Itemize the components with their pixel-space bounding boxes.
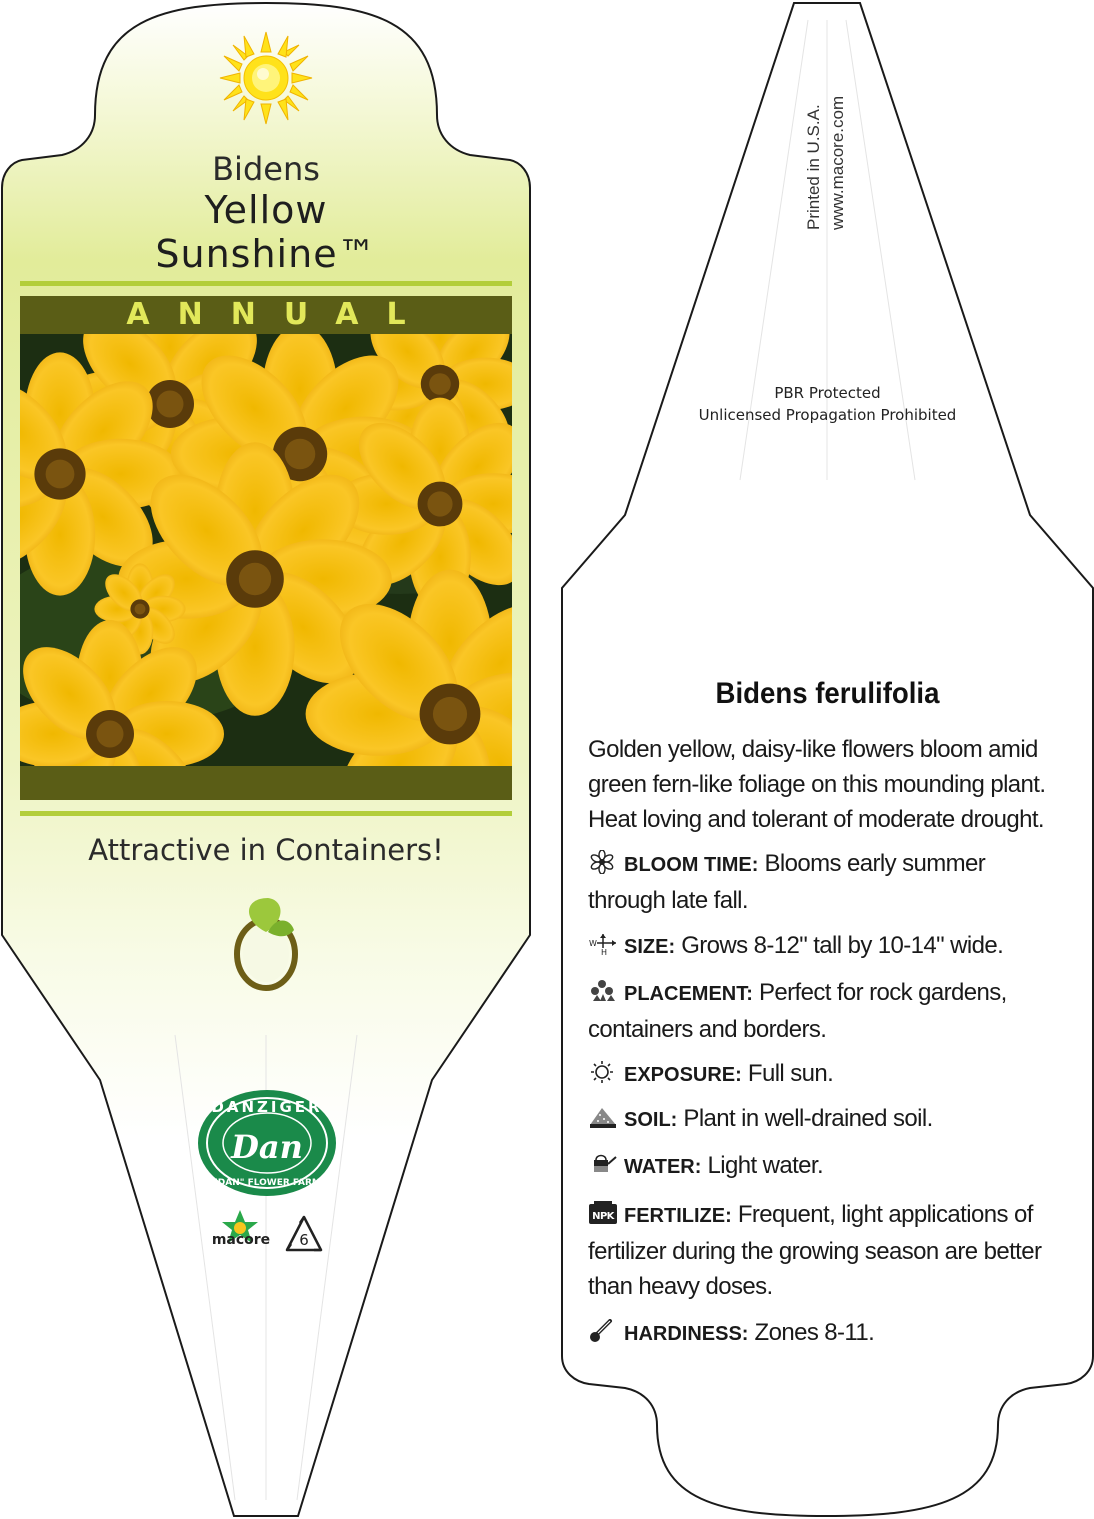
care-label: FERTILIZE: [624,1205,732,1227]
care-fertilize [588,1197,1068,1304]
care-soil [588,1101,1068,1138]
recycle-code: 6 [299,1231,309,1249]
printer-url: www.macore.com [828,95,847,230]
svg-text:NPK: NPK [592,1211,614,1222]
care-label: SIZE: [624,936,676,958]
divider-line [20,281,512,286]
photo-bottom-band [20,766,512,800]
care-text: Full sun. [741,1060,834,1087]
macore-wordmark: macore [211,1232,271,1248]
cultivar-name-line-1: Yellow [204,188,328,232]
printed-in-label: Printed in U.S.A. [804,104,823,230]
species-name: Bidens ferulifolia [715,677,940,710]
sun-icon [588,1060,618,1084]
care-text: Frequent, light applications of fertilizer during the growing season are better than heavy doses. [588,1201,1042,1300]
size-arrows-icon [588,932,618,956]
care-hardiness [588,1315,1068,1352]
danziger-top-text: DANZIGER [211,1098,323,1116]
recycle-icon [284,1214,324,1256]
pbr-notice: PBR Protected [774,384,881,402]
care-text: Zones 8-11. [748,1319,875,1346]
care-label: WATER: [624,1156,702,1178]
care-bloom-time [588,846,1068,918]
placement-icon [588,979,618,1003]
danziger-mark: Dan [231,1128,303,1166]
svg-text:W: W [589,939,597,948]
leaf-logo-icon [228,892,304,994]
tagline: Attractive in Containers! [88,833,444,867]
plant-genus: Bidens [212,150,320,188]
care-water [588,1148,1068,1185]
cultivar-name-line-2: Sunshine™ [155,232,377,276]
care-label: HARDINESS: [624,1323,749,1345]
flower-photo [20,334,512,766]
care-exposure [588,1056,1068,1093]
svg-text:H: H [601,948,607,956]
care-label: PLACEMENT: [624,983,753,1005]
watering-can-icon [588,1152,618,1176]
care-label: BLOOM TIME: [624,854,759,876]
care-label: SOIL: [624,1109,678,1131]
npk-icon [588,1201,618,1225]
plant-description: Golden yellow, daisy-like flowers bloom amid green fern-like foliage on this mounding plant. Heat loving and tolerant of moderate drought. [588,736,1046,833]
propagation-notice: Unlicensed Propagation Prohibited [698,406,957,424]
soil-icon [588,1105,618,1129]
flower-icon [588,850,618,874]
care-text: Perfect for rock gardens, containers and borders. [588,979,1007,1043]
care-label: EXPOSURE: [624,1064,742,1086]
care-placement [588,975,1068,1047]
category-label: ANNUAL [126,297,434,332]
care-text: Light water. [701,1152,824,1179]
care-size [588,928,1068,965]
danziger-logo [196,1088,338,1198]
care-text: Plant in well-drained soil. [677,1105,933,1132]
macore-logo [206,1208,276,1262]
care-text: Grows 8-12" tall by 10-14" wide. [675,932,1004,959]
divider-line [20,811,512,816]
thermometer-icon [588,1319,618,1343]
care-text: Blooms early summer through late fall. [588,850,986,914]
full-sun-icon [218,30,314,126]
danziger-bottom-text: "DAN" FLOWER FARM [213,1178,321,1188]
